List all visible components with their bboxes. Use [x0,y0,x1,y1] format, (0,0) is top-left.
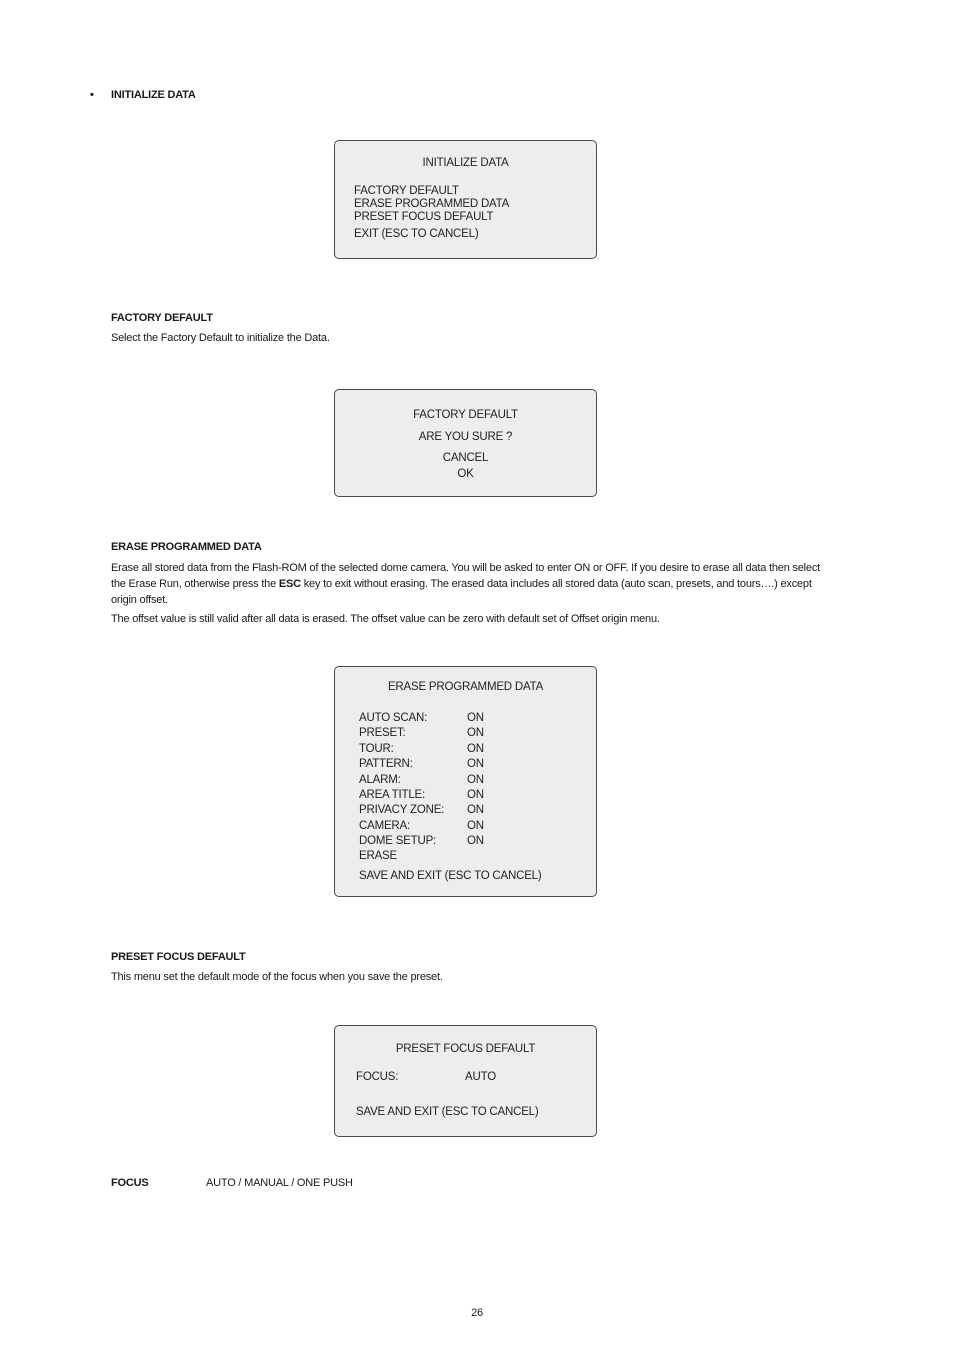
bullet: • [90,89,94,101]
setting-label: PRIVACY ZONE: [359,804,445,816]
setting-row-pattern[interactable] [359,758,484,770]
erase-option[interactable]: ERASE [359,850,397,862]
focus-label: FOCUS: [356,1071,399,1083]
page-number: 26 [471,1307,483,1319]
focus-options: AUTO / MANUAL / ONE PUSH [206,1177,353,1189]
save-and-exit-option[interactable]: SAVE AND EXIT (ESC TO CANCEL) [359,870,542,882]
setting-value: ON [467,743,484,755]
setting-row-alarm[interactable] [359,774,484,786]
menu-title: INITIALIZE DATA [422,157,509,169]
menu-item-preset-focus-default[interactable]: PRESET FOCUS DEFAULT [354,211,494,223]
menu-title: ERASE PROGRAMMED DATA [387,681,544,693]
setting-value: ON [467,727,484,739]
save-and-exit-option[interactable]: SAVE AND EXIT (ESC TO CANCEL) [356,1106,539,1118]
erase-paragraph-1-part-b: key to exit without erasing. The erased data includes all stored data (auto scan, presets, and tours….) except origin offset. [111,578,812,606]
preset-focus-default-heading: PRESET FOCUS DEFAULT [111,951,246,963]
factory-default-menu [334,389,597,497]
erase-paragraph-1-part-a: Erase all stored data from the Flash-ROM of the selected dome camera. You will be asked to enter ON or OFF. If you desire to erase all data then select the Erase Run, otherwise press the [111,562,820,590]
setting-row-dome-setup[interactable] [359,835,484,847]
setting-row-tour[interactable] [359,743,484,755]
setting-row-privacy-zone[interactable] [359,804,484,816]
preset-focus-default-text: This menu set the default mode of the focus when you save the preset. [111,971,443,983]
erase-programmed-data-menu [334,666,597,897]
factory-default-text: Select the Factory Default to initialize the Data. [111,332,330,344]
factory-default-heading: FACTORY DEFAULT [111,312,213,324]
setting-label: AREA TITLE: [359,789,425,801]
erase-paragraph-1 [111,560,831,608]
menu-item-factory-default[interactable]: FACTORY DEFAULT [354,185,459,197]
setting-row-area-title[interactable] [359,789,484,801]
setting-label: ALARM: [359,774,401,786]
esc-key: ESC [278,578,301,590]
menu-item-exit[interactable]: EXIT (ESC TO CANCEL) [354,228,479,240]
setting-value: ON [467,804,484,816]
setting-value: ON [467,758,484,770]
menu-title: PRESET FOCUS DEFAULT [395,1043,536,1055]
setting-value: ON [467,789,484,801]
setting-label: AUTO SCAN: [359,712,428,724]
setting-row-preset[interactable] [359,727,484,739]
initialize-data-menu [334,140,597,259]
confirm-question: ARE YOU SURE ? [418,431,513,443]
setting-label: DOME SETUP: [359,835,437,847]
focus-value: AUTO [465,1071,496,1083]
setting-label: CAMERA: [359,820,410,832]
setting-label: PRESET: [359,727,406,739]
setting-row-auto-scan[interactable] [359,712,484,724]
setting-label: PATTERN: [359,758,413,770]
menu-title: FACTORY DEFAULT [413,409,518,421]
menu-item-erase-programmed-data[interactable]: ERASE PROGRAMMED DATA [354,198,510,210]
cancel-option[interactable]: CANCEL [442,452,489,464]
focus-setting-row[interactable] [356,1071,496,1083]
setting-label: TOUR: [359,743,394,755]
setting-value: ON [467,712,484,724]
setting-value: ON [467,820,484,832]
erase-paragraph-2: The offset value is still valid after all data is erased. The offset value can be zero with default set of Offset origin menu. [111,613,660,625]
erase-programmed-data-heading: ERASE PROGRAMMED DATA [111,541,262,553]
ok-option[interactable]: OK [457,468,474,480]
setting-row-camera[interactable] [359,820,484,832]
setting-value: ON [467,774,484,786]
setting-value: ON [467,835,484,847]
focus-label: FOCUS [111,1177,149,1189]
section-title: INITIALIZE DATA [111,89,196,101]
preset-focus-default-menu [334,1025,597,1137]
